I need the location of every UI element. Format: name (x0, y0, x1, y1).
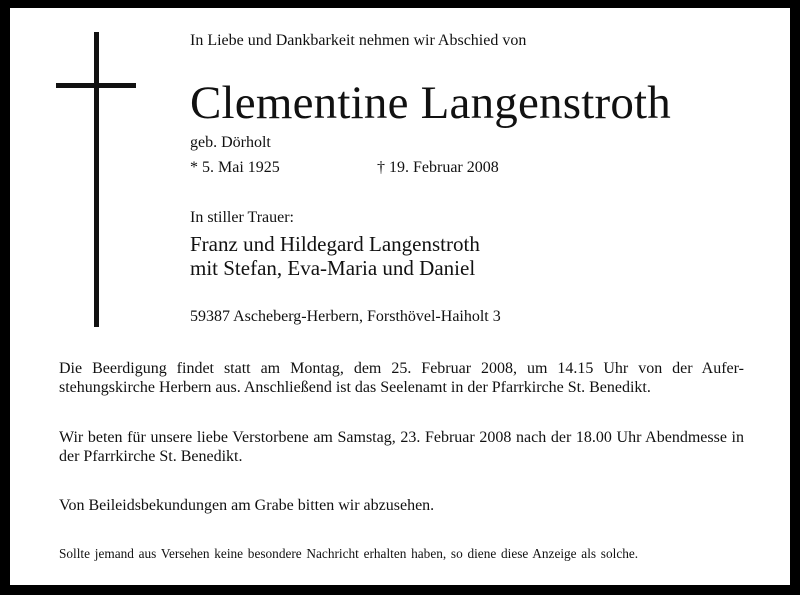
birth-date: * 5. Mai 1925 (190, 159, 280, 176)
mourning-label: In stiller Trauer: (190, 209, 294, 226)
notice-paragraph: Sollte jemand aus Versehen keine besondere Nachricht erhalten haben, so diene diese Anzeige als solche. (59, 546, 639, 561)
death-date: † 19. Februar 2008 (377, 159, 499, 176)
address: 59387 Ascheberg-Herbern, Forsthövel-Haiholt 3 (190, 308, 501, 325)
deceased-name: Clementine Langenstroth (190, 77, 672, 129)
intro-line: In Liebe und Dankbarkeit nehmen wir Abschied von (190, 32, 527, 49)
prayer-paragraph: Wir beten für unsere liebe Verstorbene am Samstag, 23. Februar 2008 nach der 18.00 Uhr Abendmesse in der Pfarrkirche St. Benedikt. (59, 429, 744, 465)
funeral-paragraph: Die Beerdigung findet statt am Montag, dem 25. Februar 2008, um 14.15 Uhr von der Aufer- stehungskirche Herbern aus. Anschließend ist das Seelenamt in der Pfarrkirche St. Benedikt. (59, 360, 744, 396)
cross-horizontal-bar (56, 83, 136, 88)
family-line-1: Franz und Hildegard Langenstroth (190, 232, 480, 256)
cross-vertical-bar (94, 32, 99, 327)
condolence-paragraph: Von Beileidsbekundungen am Grabe bitten wir abzusehen. (59, 497, 435, 514)
obituary-notice (10, 8, 790, 585)
family-line-2: mit Stefan, Eva-Maria und Daniel (190, 256, 476, 280)
birth-name: geb. Dörholt (190, 134, 271, 151)
